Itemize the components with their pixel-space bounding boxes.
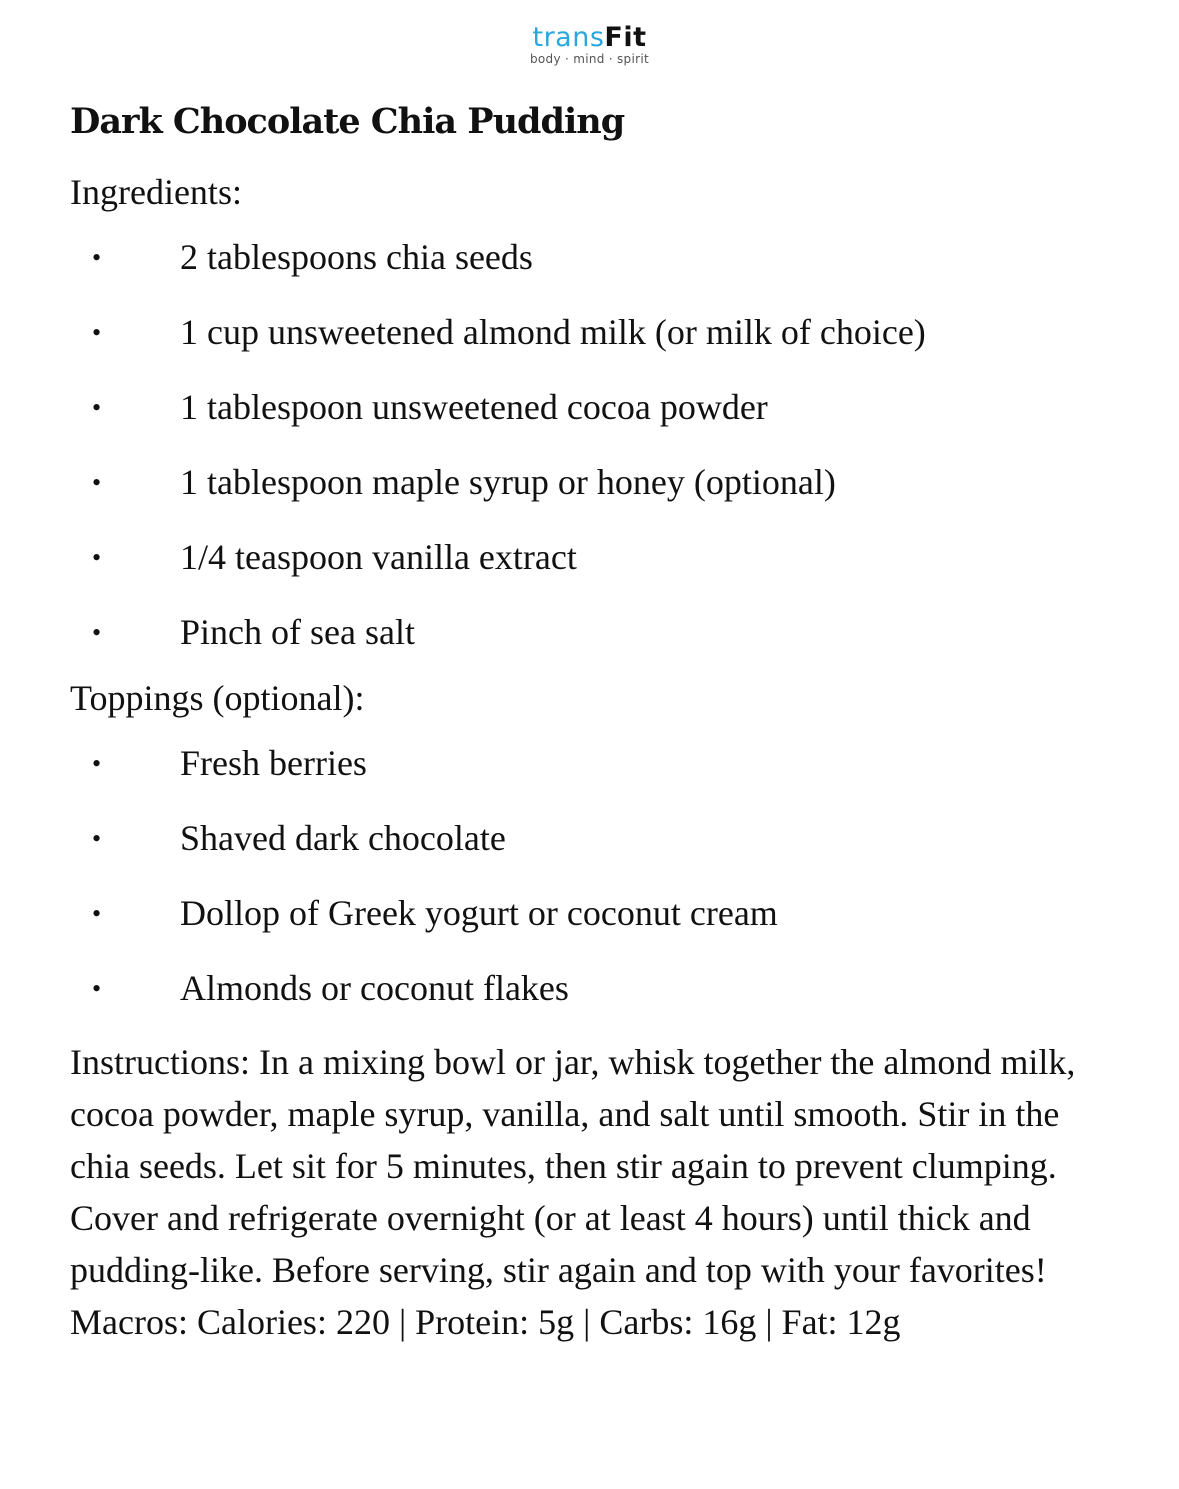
brand-logo <box>0 24 1179 65</box>
ingredient-item <box>70 595 1130 670</box>
bullet-icon: • <box>92 899 102 928</box>
bullet-icon: • <box>92 468 102 497</box>
topping-text: Almonds or coconut flakes <box>180 968 569 1008</box>
ingredients-heading: Ingredients: <box>70 172 242 212</box>
bullet-icon: • <box>92 618 102 647</box>
ingredient-item <box>70 520 1130 595</box>
bullet-icon: • <box>92 318 102 347</box>
ingredient-item <box>70 370 1130 445</box>
logo-wordmark-fit: Fit <box>604 22 647 53</box>
bullet-icon: • <box>92 243 102 272</box>
logo-tagline: body · mind · spirit <box>530 52 649 66</box>
ingredient-text: 1 tablespoon maple syrup or honey (optional) <box>180 462 836 502</box>
recipe-document <box>70 96 1130 1348</box>
ingredient-item <box>70 295 1130 370</box>
topping-item <box>70 801 1130 876</box>
instructions-paragraph: Instructions: In a mixing bowl or jar, whisk together the almond milk, cocoa powder, maple syrup, vanilla, and salt until smooth. Stir in the chia seeds. Let sit for 5 minutes, then stir again to prevent clumping. Cover and refrigerate overnight (or at least 4 hours) until thick and pudding-like. Before serving, stir again and top with your favorites! Macros: Calories: 220 | Protein: 5g | Carbs: 16g | Fat: 12g <box>70 1042 1076 1342</box>
ingredient-text: 1/4 teaspoon vanilla extract <box>180 537 577 577</box>
topping-text: Shaved dark chocolate <box>180 818 506 858</box>
topping-item <box>70 951 1130 1026</box>
ingredient-item <box>70 445 1130 520</box>
bullet-icon: • <box>92 543 102 572</box>
bullet-icon: • <box>92 974 102 1003</box>
recipe-title: Dark Chocolate Chia Pudding <box>70 101 625 142</box>
ingredient-text: 1 tablespoon unsweetened cocoa powder <box>180 387 768 427</box>
ingredient-item <box>70 220 1130 295</box>
bullet-icon: • <box>92 393 102 422</box>
bullet-icon: • <box>92 749 102 778</box>
ingredients-list <box>70 220 1130 670</box>
ingredient-text: 1 cup unsweetened almond milk (or milk of choice) <box>180 312 926 352</box>
topping-item <box>70 726 1130 801</box>
topping-text: Fresh berries <box>180 743 367 783</box>
bullet-icon: • <box>92 824 102 853</box>
logo-wordmark <box>532 24 646 51</box>
ingredient-text: Pinch of sea salt <box>180 612 415 652</box>
toppings-list <box>70 726 1130 1026</box>
topping-item <box>70 876 1130 951</box>
logo-wordmark-trans: trans <box>532 22 605 53</box>
topping-text: Dollop of Greek yogurt or coconut cream <box>180 893 778 933</box>
ingredient-text: 2 tablespoons chia seeds <box>180 237 533 277</box>
toppings-heading: Toppings (optional): <box>70 678 365 718</box>
